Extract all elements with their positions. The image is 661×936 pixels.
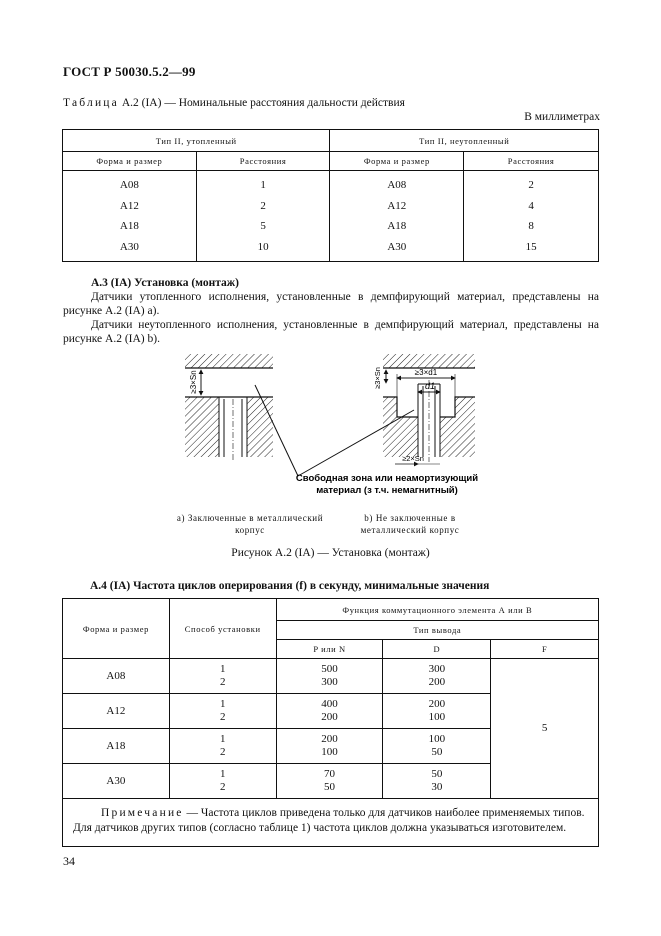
col-header-distance: Расстояния — [196, 152, 330, 171]
table-a2-caption-text: А.2 (IA) — Номинальные расстояния дальности действия — [121, 97, 405, 109]
section-a3-title: А.3 (IA) Установка (монтаж) — [91, 277, 239, 289]
col-header-distance: Расстояния — [464, 152, 599, 171]
cell-pn — [276, 659, 383, 694]
d-value-2: 100 — [428, 711, 446, 723]
table-a4 — [62, 598, 599, 847]
method-2: 2 — [219, 746, 226, 758]
cell-distance: 1 — [196, 171, 330, 196]
d-value-1: 300 — [428, 663, 446, 675]
col-header-form: Форма и размер — [330, 152, 464, 171]
cell-form: A12 — [63, 196, 197, 217]
section-a3-para2: Датчики неутопленного исполнения, установленные в демпфирующий материал, представлены на рисунке А.2 (IA) b). — [63, 319, 599, 345]
col-header-output-type: Тип вывода — [276, 621, 598, 640]
pn-value-1: 500 — [321, 663, 338, 675]
cell-method — [169, 659, 276, 694]
d-value-1: 200 — [428, 698, 446, 710]
cell-form: A18 — [63, 216, 197, 237]
group-header-nonflush: Тип II, неутопленный — [330, 130, 599, 152]
method-1: 1 — [219, 733, 226, 745]
cell-form: A18 — [330, 216, 464, 237]
table-note — [63, 799, 599, 847]
cell-form: A08 — [63, 659, 170, 694]
section-a3-para1: Датчики утопленного исполнения, установленные в демпфирующий материал, представлены на рисунке А.2 (IA) a). — [63, 291, 599, 317]
cell-form: A30 — [63, 764, 170, 799]
d-value-1: 100 — [428, 733, 446, 745]
cell-d — [383, 764, 491, 799]
col-header-form: Форма и размер — [63, 152, 197, 171]
method-1: 1 — [219, 663, 226, 675]
cell-form: A30 — [63, 237, 197, 262]
cell-method — [169, 729, 276, 764]
cell-form: A18 — [63, 729, 170, 764]
figure-caption-a: а) Заключенные в металлический корпус — [176, 513, 324, 535]
cell-distance: 4 — [464, 196, 599, 217]
cell-distance: 5 — [196, 216, 330, 237]
table-row — [63, 659, 599, 694]
cell-distance: 8 — [464, 216, 599, 237]
top-hatch-a — [185, 354, 273, 368]
cell-d — [383, 729, 491, 764]
cell-form: A08 — [63, 171, 197, 196]
cell-distance: 10 — [196, 237, 330, 262]
figure-b-nonflush — [373, 354, 475, 464]
method-1: 1 — [219, 698, 226, 710]
method-2: 2 — [219, 711, 226, 723]
note-text: — Частота циклов приведена только для датчиков наиболее применяемых типов. Для датчиков других типов (согласно таблице 1) частота циклов должна указываться изготовителем. — [73, 807, 585, 834]
col-header-form: Форма и размер — [63, 599, 170, 659]
figure-title: Рисунок А.2 (IA) — Установка (монтаж) — [231, 547, 430, 559]
dim-right-v-label: ≥3×Sn — [373, 367, 382, 389]
units-label: В миллиметрах — [524, 111, 600, 123]
cell-pn — [276, 694, 383, 729]
figure-a-flush — [185, 354, 273, 462]
dim-top-label: ≥3×d1 — [414, 368, 438, 377]
cell-d — [383, 659, 491, 694]
cell-f: 5 — [491, 659, 599, 799]
d-value-2: 50 — [431, 746, 443, 758]
group-header-flush: Тип II, утопленный — [63, 130, 330, 152]
d-value-1: 50 — [431, 768, 443, 780]
method-2: 2 — [219, 676, 226, 688]
col-header-method: Способ установки — [169, 599, 276, 659]
free-zone-label-line2: материал (з т.ч. немагнитный) — [316, 485, 458, 496]
cell-d — [383, 694, 491, 729]
col-header-pn: P или N — [276, 640, 383, 659]
cell-pn — [276, 729, 383, 764]
page-number: 34 — [63, 854, 75, 868]
pn-value-2: 200 — [321, 711, 338, 723]
col-header-function: Функция коммутационного элемента А или В — [276, 599, 598, 621]
d-value-2: 30 — [431, 781, 443, 793]
pn-value-2: 100 — [321, 746, 338, 758]
free-zone-label-line1: Свободная зона или неамортизующий — [295, 473, 479, 484]
method-1: 1 — [219, 768, 226, 780]
cell-form: A12 — [63, 694, 170, 729]
cell-form: A08 — [330, 171, 464, 196]
dim-left-label: ≥3×Sn — [189, 370, 198, 394]
figure-caption-b: b) Не заключенные в металлический корпус — [360, 513, 460, 535]
pn-value-1: 400 — [321, 698, 338, 710]
method-2: 2 — [219, 781, 226, 793]
cell-form: A12 — [330, 196, 464, 217]
section-a4-title: А.4 (IA) Частота циклов оперирования (f) в секунду, минимальные значения — [90, 580, 490, 592]
document-header: ГОСТ Р 50030.5.2—99 — [63, 64, 196, 79]
col-header-d: D — [383, 640, 491, 659]
cell-distance: 2 — [196, 196, 330, 217]
col-header-f: F — [491, 640, 599, 659]
dim-d1-label: d1 — [424, 381, 436, 391]
top-hatch-b — [383, 354, 475, 368]
note-label: Примечание — [101, 807, 184, 819]
pn-value-2: 300 — [321, 676, 338, 688]
pn-value-2: 50 — [324, 781, 336, 793]
cell-distance: 15 — [464, 237, 599, 262]
cell-distance: 2 — [464, 171, 599, 196]
dim-bottom-label: ≥2×Sn — [402, 454, 424, 463]
table-word: Таблица — [63, 97, 119, 109]
cell-method — [169, 694, 276, 729]
cell-method — [169, 764, 276, 799]
cell-pn — [276, 764, 383, 799]
cell-form: A30 — [330, 237, 464, 262]
d-value-2: 200 — [428, 676, 446, 688]
pn-value-1: 70 — [324, 768, 336, 780]
pn-value-1: 200 — [321, 733, 338, 745]
